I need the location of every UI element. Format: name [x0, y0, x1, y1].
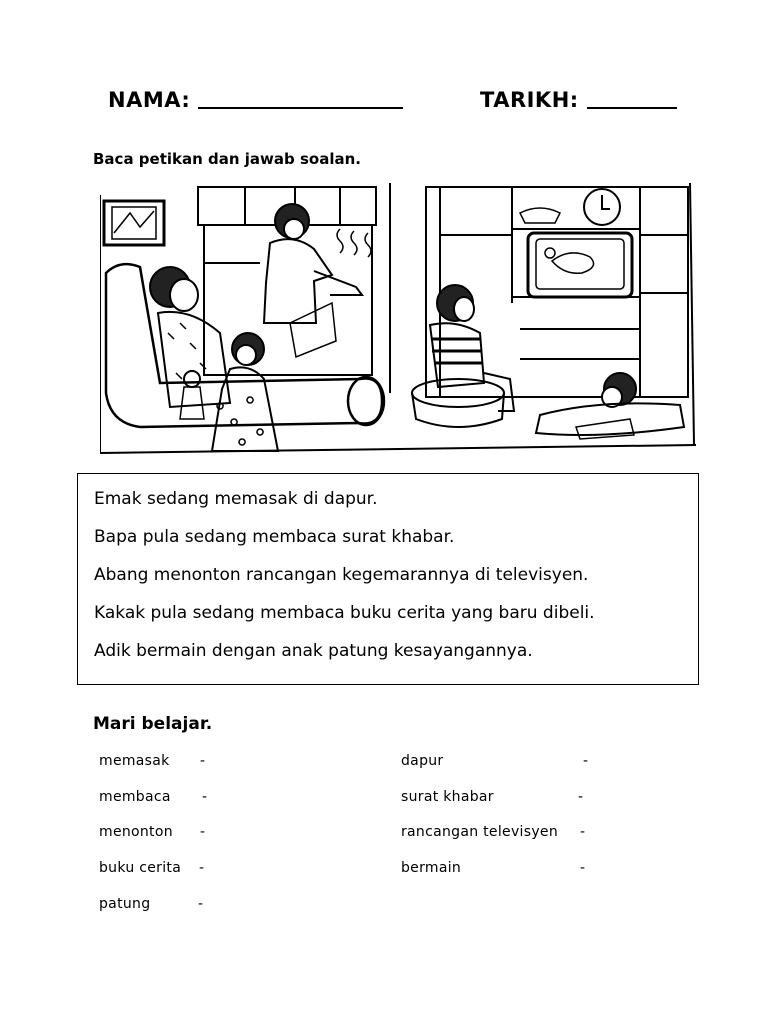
passage-line: Kakak pula sedang membaca buku cerita yang baru dibeli. [94, 603, 595, 623]
vocab-dash: - [200, 753, 206, 769]
vocab-dash: - [583, 753, 589, 769]
passage-line: Adik bermain dengan anak patung kesayangannya. [94, 641, 533, 661]
vocab-dash: - [202, 789, 208, 805]
vocab-dash: - [200, 824, 206, 840]
instruction: Baca petikan dan jawab soalan. [93, 150, 361, 168]
reading-passage-box [77, 473, 699, 685]
vocab-dash: - [580, 860, 586, 876]
vocab-word: patung [99, 896, 151, 912]
name-blank-line[interactable] [198, 107, 403, 109]
vocab-dash: - [578, 789, 584, 805]
passage-line: Bapa pula sedang membaca surat khabar. [94, 527, 455, 547]
vocab-word: rancangan televisyen [401, 824, 558, 840]
vocab-word: membaca [99, 789, 171, 805]
passage-line: Emak sedang memasak di dapur. [94, 489, 378, 509]
vocab-word: buku cerita [99, 860, 182, 876]
date-label: TARIKH: [480, 88, 579, 112]
vocab-word: dapur [401, 753, 444, 769]
name-field [108, 88, 403, 112]
date-field [480, 88, 677, 112]
vocab-word: surat khabar [401, 789, 494, 805]
vocab-word: menonton [99, 824, 173, 840]
vocab-dash: - [198, 896, 204, 912]
vocab-word: bermain [401, 860, 462, 876]
date-blank-line[interactable] [587, 107, 677, 109]
name-label: NAMA: [108, 88, 191, 112]
family-illustration [100, 183, 696, 455]
passage-line: Abang menonton rancangan kegemarannya di televisyen. [94, 565, 589, 585]
learn-title: Mari belajar. [93, 714, 213, 734]
vocab-dash: - [199, 860, 205, 876]
vocab-dash: - [580, 824, 586, 840]
vocab-word: memasak [99, 753, 170, 769]
